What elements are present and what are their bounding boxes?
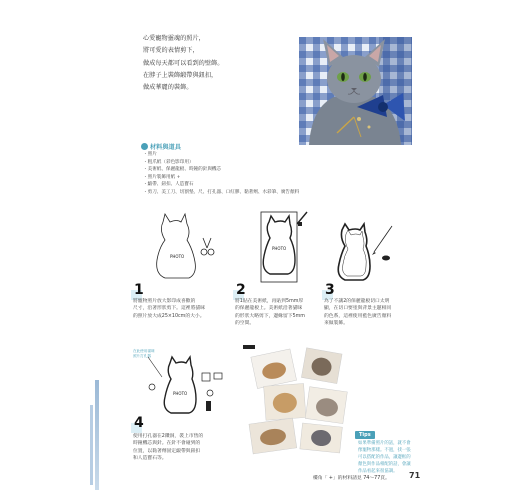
intro-line: 做成每天都可以看到的壁飾。 bbox=[143, 59, 224, 67]
svg-text:PHOTO: PHOTO bbox=[173, 391, 188, 396]
intro-line: 心愛寵物靈魂的照片， bbox=[143, 35, 205, 42]
step1-illustration bbox=[135, 212, 220, 287]
intro-line: 做成華麗的裝飾。 bbox=[143, 84, 193, 92]
intro-line: 將可愛的表情剪下， bbox=[143, 47, 199, 55]
step3-text: 為了不讓2的保麗龍板切口太明 顯，在切口要塗與背景主題相同 的色系，這裡使用藍色廣告顏料 來做裝飾。 bbox=[324, 299, 392, 327]
page-edge-decoration bbox=[95, 380, 99, 490]
step3-illustration bbox=[326, 222, 406, 287]
tips-text: 如果準備照片的話，就不會 像寵物那樣。不過，找一張 可以搭配的作品，讓邊框的 顏色與作品相配的話，會讓 作品看起來很協調。 bbox=[358, 441, 411, 474]
intro-text bbox=[143, 33, 293, 94]
list-item: ・緞帶、鈕扣、人造寶石 bbox=[143, 182, 194, 188]
cat-photo bbox=[299, 37, 412, 145]
step4-number: 4 bbox=[134, 415, 144, 431]
tips-label: Tips bbox=[355, 431, 375, 439]
intro-line: 在脖子上裝飾緞帶與鈕扣， bbox=[143, 71, 218, 79]
step2-text: 將1貼在美術紙，再貼到5mm厚 的保麗龍板上。美術紙沿著貓咪 的形狀大略剪下，邊緣留下5mm 的空間。 bbox=[235, 299, 305, 327]
page-number: 71 bbox=[409, 471, 421, 480]
svg-text:PHOTO: PHOTO bbox=[170, 254, 185, 259]
cat-illustration bbox=[299, 37, 412, 145]
materials-list bbox=[143, 151, 299, 197]
step2-illustration bbox=[243, 208, 313, 288]
list-item: ・照片 bbox=[143, 152, 157, 157]
footer-note: 樓角「 +」的材料請見 74～77頁。 bbox=[313, 476, 390, 481]
list-item: ・剪刀、美工刀、切割墊、尺、打孔器、口紅膠、黏著劑、水彩筆、廣告顏料 bbox=[143, 189, 300, 195]
page-edge-decoration bbox=[90, 405, 93, 485]
step4-illustration bbox=[140, 355, 225, 425]
materials-title: 材料與道具 bbox=[141, 142, 181, 151]
list-item: ・照片裝飾用紙 + bbox=[143, 174, 181, 180]
bullet-icon bbox=[141, 143, 148, 150]
step3-number: 3 bbox=[325, 282, 335, 298]
list-item: ・美術紙、保麗龍板、時鐘的針與機芯 bbox=[143, 167, 222, 173]
svg-text:PHOTO: PHOTO bbox=[272, 246, 287, 251]
list-item: ・粗爪紙（彩色影印用） bbox=[143, 159, 194, 165]
step1-number: 1 bbox=[134, 282, 144, 298]
pet-photo-collage bbox=[243, 345, 353, 455]
step4-text: 使用打孔器在2鑽洞，裝上市售的 時鐘機芯與針。在針不會碰到的 位置，以黏著劑固定緞帶與鈕扣 和人造寶石等。 bbox=[133, 434, 204, 462]
step4-note: 在此使用貓咪 照片打孔器 bbox=[133, 349, 155, 358]
step2-number: 2 bbox=[236, 282, 246, 298]
step1-text: 將寵物照片放大影印成喜歡的 尺寸，沿著形狀剪下。這裡將貓咪 的照片放大成25×10cm的大小。 bbox=[133, 299, 205, 319]
